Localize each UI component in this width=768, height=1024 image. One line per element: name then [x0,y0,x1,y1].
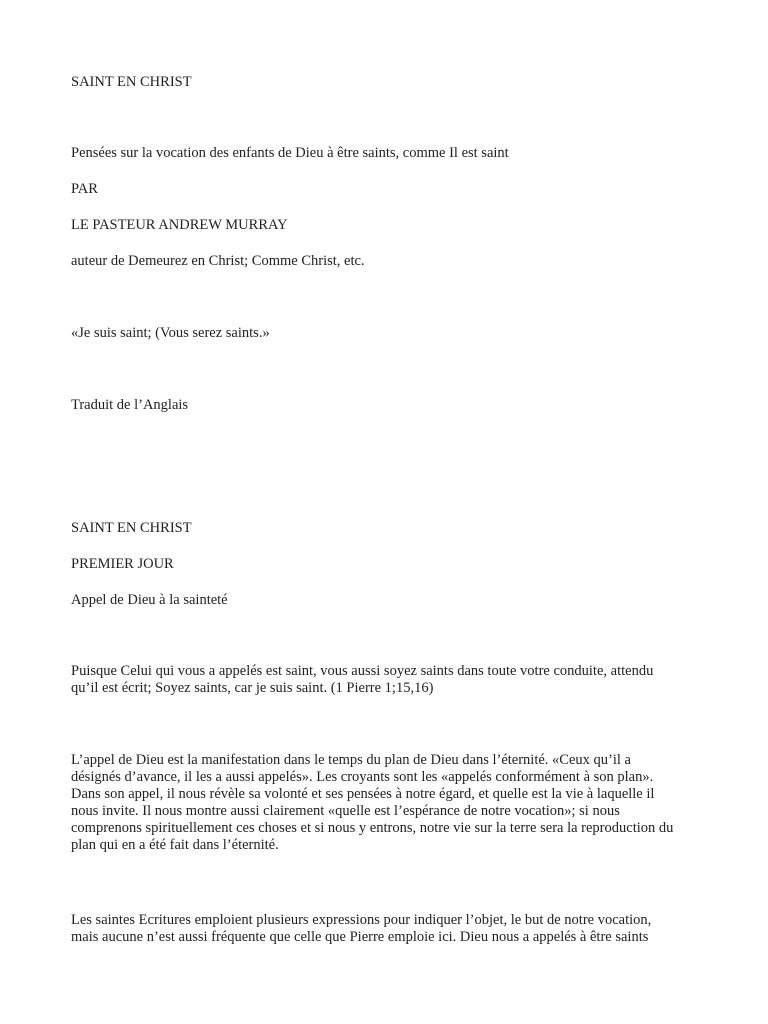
chapter-day: PREMIER JOUR [71,556,174,572]
paragraph-line: mais aucune n’est aussi fréquente que celle que Pierre emploie ici. Dieu nous a appelés à être saints [71,929,649,945]
document-subtitle: Pensées sur la vocation des enfants de Dieu à être saints, comme Il est saint [71,145,509,161]
paragraph-line: plan qui en a été fait dans l’éternité. [71,837,279,853]
by-label: PAR [71,181,98,197]
paragraph-line: L’appel de Dieu est la manifestation dans le temps du plan de Dieu dans l’éternité. «Ceux qu’il a [71,752,631,768]
epigraph: «Je suis saint; (Vous serez saints.» [71,325,270,341]
paragraph-line: Les saintes Ecritures emploient plusieurs expressions pour indiquer l’objet, le but de notre vocation, [71,912,652,928]
verse-line: Puisque Celui qui vous a appelés est saint, vous aussi soyez saints dans toute votre conduite, attendu [71,663,654,679]
document-title: SAINT EN CHRIST [71,74,192,90]
translation-note: Traduit de l’Anglais [71,397,189,413]
verse-line: qu’il est écrit; Soyez saints, car je suis saint. (1 Pierre 1;15,16) [71,680,434,696]
chapter-title: Appel de Dieu à la sainteté [71,592,228,608]
author-name: LE PASTEUR ANDREW MURRAY [71,217,288,233]
paragraph-line: comprenons spirituellement ces choses et si nous y entrons, notre vie sur la terre sera la reproduction du [71,820,674,836]
paragraph-line: désignés d’avance, il les a aussi appelés». Les croyants sont les «appelés conformément à son plan». [71,769,654,785]
chapter-book-title: SAINT EN CHRIST [71,520,192,536]
paragraph-line: nous invite. Il nous montre aussi clairement «quelle est l’espérance de notre vocation»; si nous [71,803,620,819]
author-works: auteur de Demeurez en Christ; Comme Christ, etc. [71,253,365,269]
paragraph-line: Dans son appel, il nous révèle sa volonté et ses pensées à notre égard, et quelle est la vie à laquelle il [71,786,655,802]
